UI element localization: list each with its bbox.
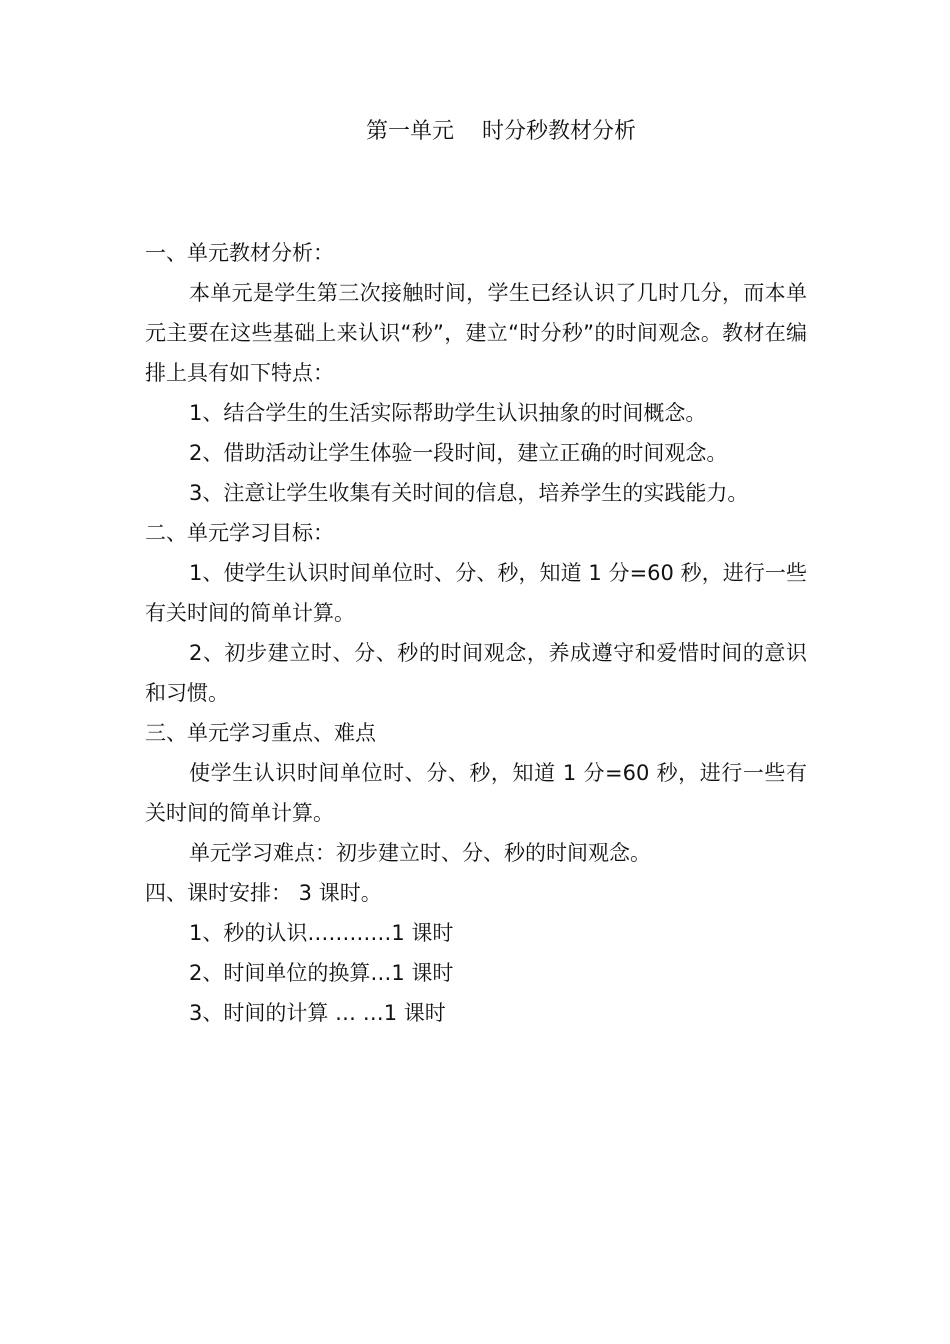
section-heading-textbook-analysis: 一、单元教材分析： bbox=[145, 241, 334, 265]
feature-item: 2、借助活动让学生体验一段时间，建立正确的时间观念。 bbox=[189, 441, 728, 465]
feature-item: 1、结合学生的生活实际帮助学生认识抽象的时间概念。 bbox=[189, 401, 707, 425]
document-body bbox=[145, 233, 807, 1033]
document-title: 第一单元 时分秒教材分析 bbox=[366, 119, 636, 144]
schedule-item: 1、秒的认识…………1 课时 bbox=[189, 921, 454, 945]
key-point-text: 使学生认识时间单位时、分、秒，知道 1 分=60 秒，进行一些有关时间的简单计算。 bbox=[145, 761, 807, 825]
feature-item: 3、注意让学生收集有关时间的信息，培养学生的实践能力。 bbox=[189, 481, 749, 505]
section-heading-key-points: 三、单元学习重点、难点 bbox=[145, 721, 376, 745]
learning-goal-item: 2、初步建立时、分、秒的时间观念，养成遵守和爱惜时间的意识和习惯。 bbox=[145, 641, 807, 705]
section-heading-lesson-schedule: 四、课时安排： 3 课时。 bbox=[145, 881, 382, 905]
difficulty-text: 单元学习难点：初步建立时、分、秒的时间观念。 bbox=[189, 841, 651, 865]
schedule-item: 2、时间单位的换算…1 课时 bbox=[189, 961, 454, 985]
textbook-analysis-intro: 本单元是学生第三次接触时间，学生已经认识了几时几分，而本单元主要在这些基础上来认识“秒”，建立“时分秒”的时间观念。教材在编排上具有如下特点： bbox=[145, 281, 807, 385]
learning-goal-item: 1、使学生认识时间单位时、分、秒，知道 1 分=60 秒，进行一些有关时间的简单计算。 bbox=[145, 561, 807, 625]
section-heading-learning-goals: 二、单元学习目标： bbox=[145, 521, 334, 545]
schedule-item: 3、时间的计算 … …1 课时 bbox=[189, 1001, 446, 1025]
